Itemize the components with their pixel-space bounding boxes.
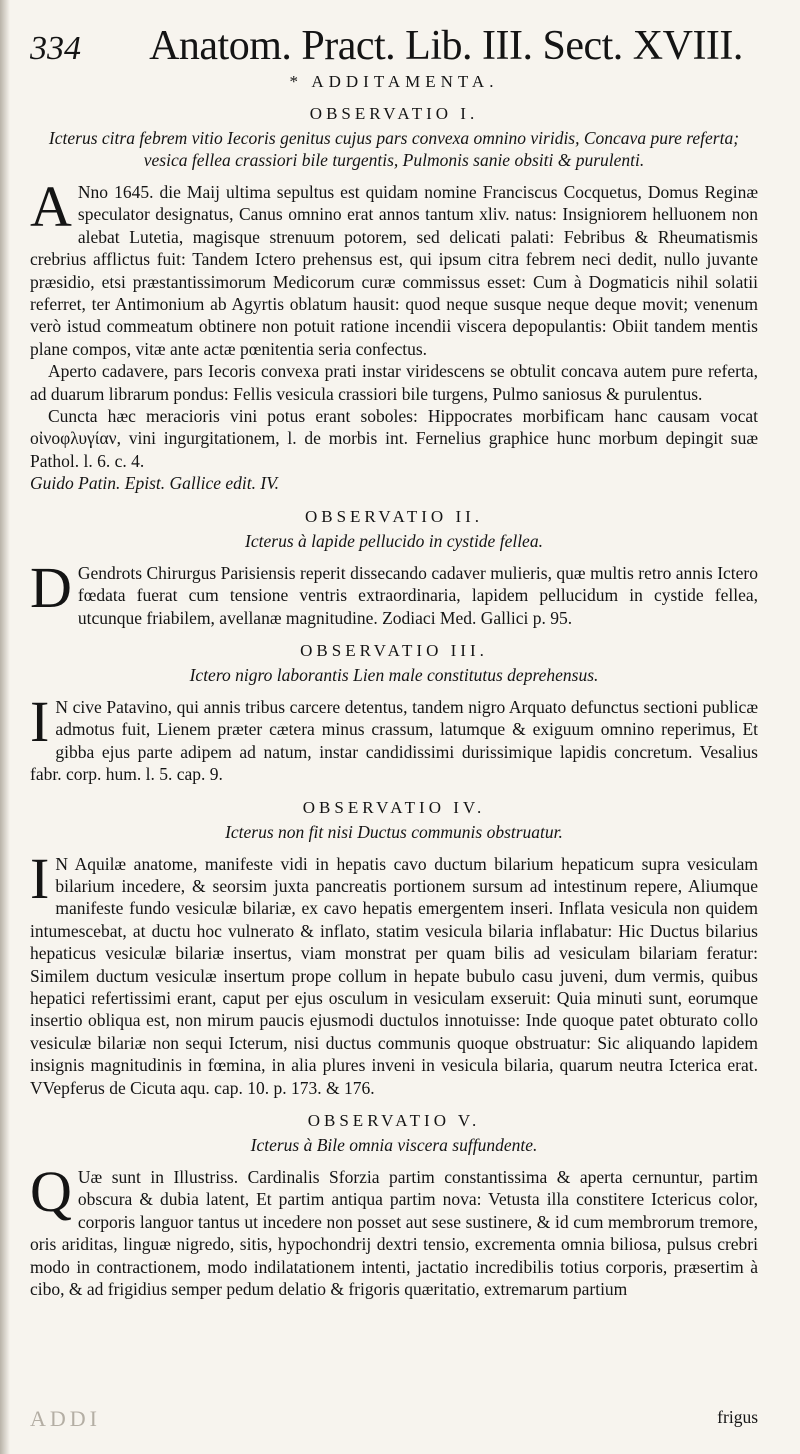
drop-cap: D bbox=[30, 554, 72, 620]
observation-title: OBSERVATIO IV. bbox=[302, 797, 486, 817]
body-text: N cive Patavino, qui annis tribus carcere detentus, tandem nigro Arquato defunctus sectioni publicæ admotus fuit, Lienem præter cætera minus crassum, latumque & exiguum omnino reperimus, Et gibba ejus parte adipem ad natum, instar candidissimi durissimique lapidis concretum. Vesalius fabr. corp. hum. l. 5. cap. 9. bbox=[30, 696, 758, 785]
observation-body bbox=[30, 1159, 758, 1300]
running-title: Anatom. Pract. Lib. III. Sect. XVIII. bbox=[149, 23, 743, 69]
page-number: 334 bbox=[30, 30, 81, 67]
observation-body bbox=[30, 554, 758, 629]
observation-title: OBSERVATIO III. bbox=[300, 640, 488, 660]
observation-body bbox=[30, 845, 758, 1099]
binding-shadow bbox=[0, 0, 10, 1454]
body-text: N Aquilæ anatome, manifeste vidi in hepatis cavo ductum bilarium hepaticum supra vesiculam bilarium incedere, & seorsim juxta pancreatis portionem sursum ad intestinum repere, Aliumque manifeste fundo vesiculæ bilariæ, ex cavo hepatis emergentem inseri. Inflata vesicula non quidem intumescebat, at ductu hoc vulnerato & inflato, statim vesicula bilaria inflabatur: Hic Ductus bilarius hepaticus vesiculæ bilariæ insertus, viam monstrat per quam bilis ad vesiculam bilariam feratur: Similem ductum vesiculæ insertum prope collum in hepate bubulo casu juveni, dum vermis, quibus hepatici refertissimi erant, caput per ejus osculum in vesiculam exseruit: Quia minuti sunt, eorumque insertio obliqua est, non mirum paucis ejusmodi ductulos innotuisse: Inde quoque patet obturato collo vesiculæ bilariæ non sequi Icterum, nisi ductus communis quoque obstruatur: Sic aliquando lapidem insignis magnitudinis in fœmina, in alia plures inveni in vesicula bilaria, quarum neutra Icterica erat. VVepferus de Cicuta aqu. cap. 10. p. 173. & 176. bbox=[30, 853, 758, 1098]
body-paragraph: Cuncta hæc meracioris vini potus erant soboles: Hippocrates morbificam hanc causam vocat οἰνοφλυγίαν, vini ingurgitationem, l. de morbis int. Fernelius graphice hunc morbum depingit suæ Pathol. l. 6. c. 4. bbox=[30, 406, 758, 471]
drop-cap: Q bbox=[30, 1159, 72, 1224]
page-header bbox=[30, 20, 758, 70]
body-text: Nno 1645. die Maij ultima sepultus est quidam nomine Franciscus Cocquetus, Domus Reginæ speculator designatus, Canus omnino erat annos tantum xliv. natus: Insigniorem helluonem non alebat Lutetia, magisque strenuum potorem, sed delicati palati: Febribus & Rheumatismis crebrius afflictus fuit: Tandem Ictero prehensus est, qui ipsum citra febrem neci dedit, nullo juvante præsidio, etsi præstantissimorum Medicorum curæ commissus esset: Cum à Dogmaticis nihil solatii referret, ter Antimonium ab Agyrtis oblatum hausit: quod neque susque neque deque movit; venenum verò istud commeatum obtinere non potuit ratione incendii viscera depopulantis: Obiit tandem mentis plane compos, vitæ ante actæ pœnitentia seria confectus. bbox=[30, 182, 758, 359]
drop-cap: A bbox=[30, 174, 72, 239]
body-paragraph: Aperto cadavere, pars Iecoris convexa prati instar viridescens se obtulit concava autem pure referta, ad duarum librarum pondus: Fellis vesicula crassiori bile turgens, Pulmo saniosus & purulentus. bbox=[30, 361, 758, 404]
observation-body bbox=[30, 688, 758, 786]
section-title: * ADDITAMENTA. bbox=[289, 72, 499, 91]
observation-summary: Icterus non fit nisi Ductus communis obstruatur. bbox=[225, 821, 563, 842]
observation-body bbox=[30, 174, 758, 360]
catchword: frigus bbox=[717, 1407, 758, 1427]
drop-cap: I bbox=[30, 688, 50, 754]
observation-summary: Icterus à Bile omnia viscera suffundente. bbox=[250, 1135, 538, 1155]
bleed-through-text: ADDI bbox=[30, 1406, 101, 1431]
body-text: Gendrots Chirurgus Parisiensis reperit dissecando cadaver mulieris, quæ multis retro annis Ictero fœdata fuerat cum tensione ventris extraordinaria, lapidem pellucidum in cystide fellea, utcunque friabilem, avellanæ magnitudine. Zodiaci Med. Gallici p. 95. bbox=[77, 562, 758, 628]
citation: Guido Patin. Epist. Gallice edit. IV. bbox=[30, 473, 280, 494]
observation-summary: Icterus à lapide pellucido in cystide fellea. bbox=[245, 530, 543, 551]
observation-summary: Ictero nigro laborantis Lien male constitutus deprehensus. bbox=[189, 664, 599, 685]
observation-summary: Icterus citra febrem vitio Iecoris genitus cujus pars convexa omnino viridis, Concava pure referta; vesica fellea crassiori bile turgentis, Pulmonis sanie obsiti & purulenti. bbox=[48, 128, 740, 170]
drop-cap: I bbox=[30, 845, 50, 911]
observation-title: OBSERVATIO II. bbox=[304, 506, 484, 526]
observation-title: OBSERVATIO V. bbox=[307, 1111, 481, 1130]
body-text: Uæ sunt in Illustriss. Cardinalis Sforzia partim constantissima & aperta cernuntur, partim obscura & dubia latent, Et partim antiqua partim nova: Vetusta illa constitere Ictericus color, corporis languor tantus ut incedere non posset aut sese sustinere, & id cum membrorum tremore, oris ariditas, linguæ nigredo, sitis, hypochondrij dextri tensio, excrementa omnia biliosa, pulsus crebri modo in contractionem, modo indilatationem intenti, jactatio incredibilis totius corporis, præsertim à cibo, & ad frigidius semper pedum delatio & frigoris quæritatio, extremarum partium bbox=[30, 1167, 758, 1300]
observation-title: OBSERVATIO I. bbox=[309, 104, 479, 123]
